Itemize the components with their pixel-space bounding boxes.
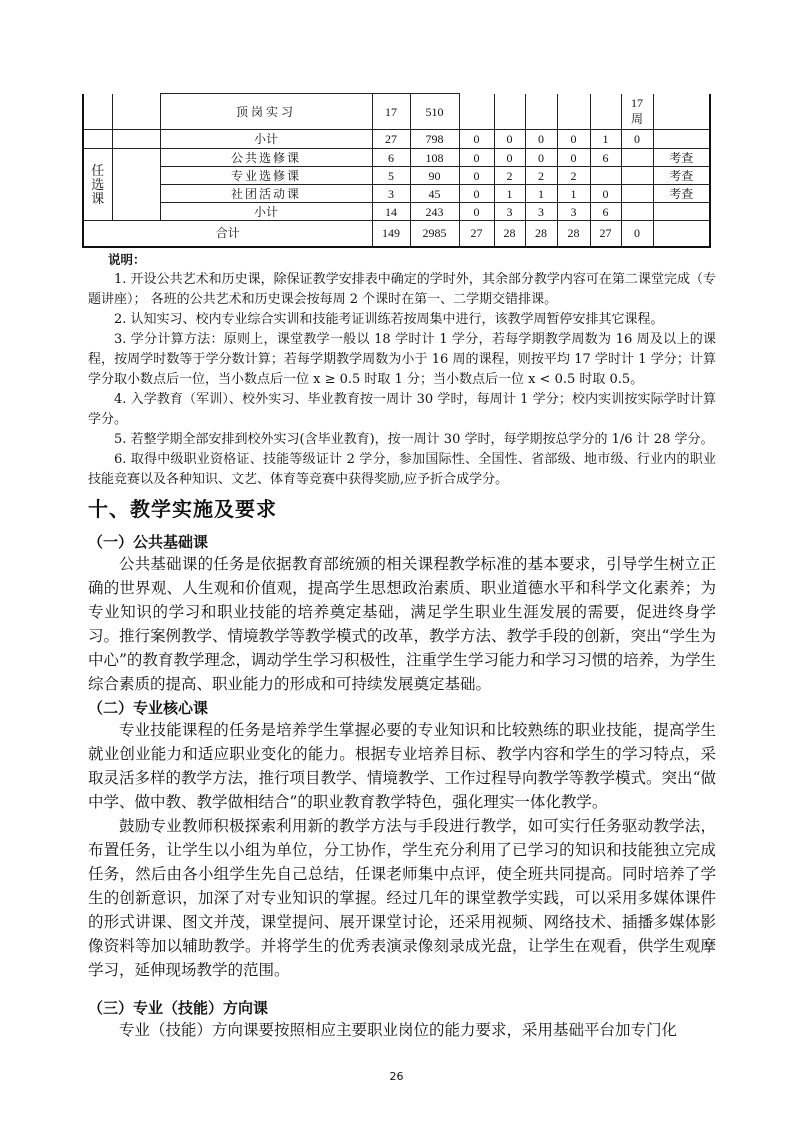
note-item: 6. 取得中级职业资格证、技能等级证计 2 学分，参加国际性、全国性、省部级、地市级、行业内的职业技能竞赛以及各种知识、文艺、体育等竞赛中获得奖励,应予折合成学分。 (88, 451, 716, 487)
notes-section (88, 250, 716, 490)
subsection-heading-2: （二）专业核心课 (88, 698, 209, 717)
subsection-heading-3: （三）专业（技能）方向课 (88, 998, 269, 1017)
total-label: 合计 (83, 221, 372, 247)
assess-cell (653, 130, 710, 149)
sem2-cell: 1 (494, 185, 525, 203)
sem4-cell: 0 (557, 130, 590, 149)
sem2-cell: 3 (494, 203, 525, 221)
credits-cell: 6 (372, 149, 410, 167)
course-name: 顶岗实习 (160, 94, 372, 130)
sem2-cell: 0 (494, 149, 525, 167)
sem1-cell: 0 (459, 130, 494, 149)
table-row (83, 185, 710, 203)
sem2-cell: 0 (494, 130, 525, 149)
sem5-cell: 6 (590, 149, 621, 167)
sem5-cell: 0 (590, 185, 621, 203)
hours-cell: 798 (410, 130, 459, 149)
sem6-cell: 0 (621, 221, 653, 247)
sem6-cell: 17 周 (621, 94, 653, 130)
hours-cell: 2985 (410, 221, 459, 247)
sem6-cell (621, 185, 653, 203)
credits-cell: 17 (372, 94, 410, 130)
credits-cell: 14 (372, 203, 410, 221)
sem3-cell (525, 94, 557, 130)
assess-cell: 考查 (653, 149, 710, 167)
sem6-cell (621, 203, 653, 221)
sem3-cell: 2 (525, 167, 557, 185)
assess-cell (653, 94, 710, 130)
sem4-cell: 0 (557, 149, 590, 167)
subsection-body-1 (88, 552, 716, 696)
sem1-cell: 27 (459, 221, 494, 247)
hours-cell: 45 (410, 185, 459, 203)
note-item: 4. 入学教育（军训）、校外实习、毕业教育按一周计 30 学时，每周计 1 学分；校内实训按实际学时计算学分。 (88, 391, 716, 427)
sem2-cell: 2 (494, 167, 525, 185)
sem1-cell (459, 94, 494, 130)
sem3-cell: 3 (525, 203, 557, 221)
course-name: 公共选修课 (160, 149, 372, 167)
credits-cell: 27 (372, 130, 410, 149)
sem1-cell: 0 (459, 167, 494, 185)
table-row (83, 130, 710, 149)
table-row (83, 94, 710, 130)
sem5-cell: 27 (590, 221, 621, 247)
subsection-body-3 (88, 1018, 716, 1042)
note-item: 3. 学分计算方法：原则上，课堂教学一般以 18 学时计 1 学分，若每学期教学周数为 16 周及以上的课程，按周学时数等于学分数计算；若每学期教学周数为小于 16 周的课程，则按平均 17 学时计 1 学分；计算学分取小数点后一位，当小数点后一位 x ≥ 0.5 时取 1 分；当小数点后一位 x < 0.5 时取 0.5。 (88, 331, 716, 387)
sem1-cell: 0 (459, 185, 494, 203)
sem1-cell: 0 (459, 149, 494, 167)
credits-cell: 5 (372, 167, 410, 185)
sem5-cell (590, 94, 621, 130)
table-row-total (83, 221, 710, 247)
sem6-cell (621, 167, 653, 185)
hours-cell: 510 (410, 94, 459, 130)
sem4-cell: 2 (557, 167, 590, 185)
section-heading: 十、教学实施及要求 (88, 496, 277, 521)
subsection-heading-1: （一）公共基础课 (88, 532, 209, 551)
paragraph: 鼓励专业教师积极探索利用新的教学方法与手段进行教学，如可实行任务驱动教学法，布置任务，让学生以小组为单位，分工协作，学生充分利用了已学习的知识和技能独立完成任务，然后由各小组学生先自己总结，任课老师集中点评，使全班共同提高。同时培养了学生的创新意识，加深了对专业知识的掌握。经过几年的课堂教学实践，可以采用多媒体课件的形式讲课、图文并茂，课堂提问、展开课堂讨论，还采用视频、网络技术、插播多媒体影像资料等加以辅助教学。并将学生的优秀表演录像刻录成光盘，让学生在观看，供学生观摩学习，延伸现场教学的范围。 (88, 816, 716, 979)
sem3-cell: 1 (525, 185, 557, 203)
table-row (83, 203, 710, 221)
sem5-cell: 6 (590, 203, 621, 221)
course-name: 社团活动课 (160, 185, 372, 203)
sem2-cell: 28 (494, 221, 525, 247)
course-schedule-table (82, 93, 711, 248)
elective-group-label: 任 选 课 (83, 149, 112, 221)
sem4-cell (557, 94, 590, 130)
course-name: 小计 (160, 130, 372, 149)
credits-cell: 3 (372, 185, 410, 203)
sem3-cell: 28 (525, 221, 557, 247)
note-item: 5. 若整学期全部安排到校外实习(含毕业教育)，按一周计 30 学时，每学期按总学分的 1/6 计 28 学分。 (114, 431, 714, 447)
hours-cell: 108 (410, 149, 459, 167)
note-item: 1. 开设公共艺术和历史课，除保证教学安排表中确定的学时外，其余部分教学内容可在第二课堂完成（专题讲座）； 各班的公共艺术和历史课会按每周 2 个课时在第一、二学期交错排课。 (88, 271, 716, 307)
sem4-cell: 28 (557, 221, 590, 247)
document-body (88, 250, 716, 1042)
hours-cell: 243 (410, 203, 459, 221)
sem6-cell (621, 149, 653, 167)
credits-cell: 149 (372, 221, 410, 247)
sem2-cell (494, 94, 525, 130)
sem5-cell: 1 (590, 130, 621, 149)
assess-cell (653, 203, 710, 221)
page-number: 26 (389, 1069, 404, 1083)
sem1-cell: 0 (459, 203, 494, 221)
assess-cell: 考查 (653, 185, 710, 203)
table-row (83, 167, 710, 185)
assess-cell: 考查 (653, 167, 710, 185)
table-row (83, 149, 710, 167)
sem6-cell: 0 (621, 130, 653, 149)
assess-cell (653, 221, 710, 247)
paragraph: 专业（技能）方向课要按照相应主要职业岗位的能力要求，采用基础平台加专门化 (119, 1020, 678, 1039)
hours-cell: 90 (410, 167, 459, 185)
notes-title: 说明： (108, 251, 146, 267)
sem4-cell: 1 (557, 185, 590, 203)
course-name: 小计 (160, 203, 372, 221)
sem4-cell: 3 (557, 203, 590, 221)
subsection-body-2 (88, 718, 716, 982)
sem3-cell: 0 (525, 130, 557, 149)
paragraph: 专业技能课程的任务是培养学生掌握必要的专业知识和比较熟练的职业技能，提高学生就业创业能力和适应职业变化的能力。根据专业培养目标、教学内容和学生的学习特点，采取灵活多样的教学方法，推行项目教学、情境教学、工作过程导向教学等教学模式。突出“做中学、做中教、教学做相结合”的职业教育教学特色，强化理实一体化教学。 (88, 720, 716, 811)
sem5-cell (590, 167, 621, 185)
course-name: 专业选修课 (160, 167, 372, 185)
note-item: 2. 认知实习、校内专业综合实训和技能考证训练若按周集中进行，该教学周暂停安排其它课程。 (114, 311, 664, 327)
paragraph: 公共基础课的任务是依据教育部统颁的相关课程教学标准的基本要求，引导学生树立正确的世界观、人生观和价值观，提高学生思想政治素质、职业道德水平和科学文化素养；为专业知识的学习和职业技能的培养奠定基础，满足学生职业生涯发展的需要，促进终身学习。推行案例教学、情境教学等教学模式的改革，教学方法、教学手段的创新，突出“学生为中心”的教育教学理念，调动学生学习积极性，注重学生学习能力和学习习惯的培养，为学生综合素质的提高、职业能力的形成和可持续发展奠定基础。 (88, 554, 716, 693)
sem3-cell: 0 (525, 149, 557, 167)
